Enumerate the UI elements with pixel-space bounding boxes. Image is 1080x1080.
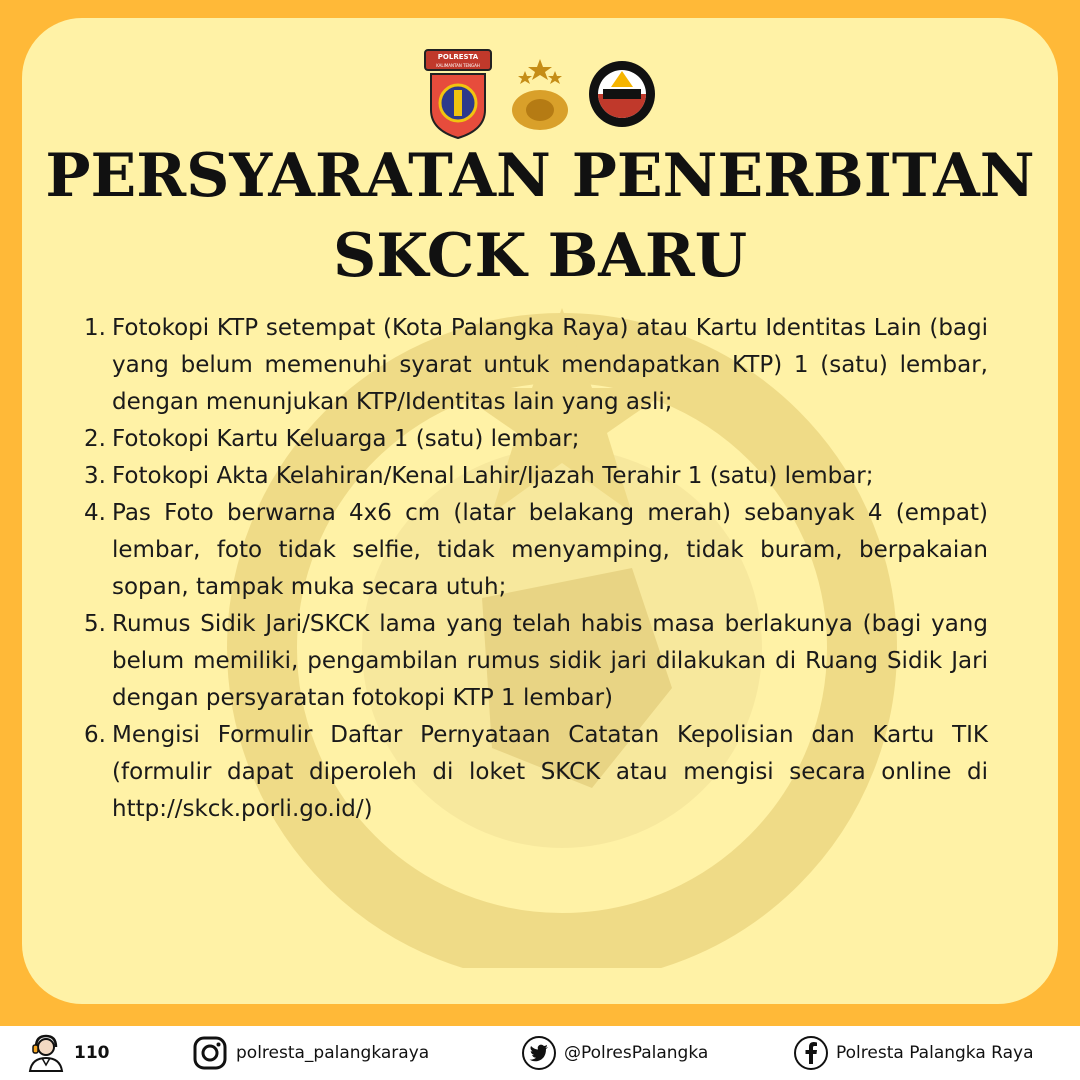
instagram-icon	[192, 1035, 228, 1071]
list-item	[84, 421, 988, 458]
facebook-page: Polresta Palangka Raya	[836, 1043, 1034, 1063]
twitter-icon	[522, 1036, 556, 1070]
item-text: Fotokopi Kartu Keluarga 1 (satu) lembar;	[112, 426, 580, 452]
twitter-link[interactable]	[522, 1034, 708, 1072]
svg-text:KALIMANTAN TENGAH: KALIMANTAN TENGAH	[436, 63, 480, 68]
list-item	[84, 458, 988, 495]
item-text: Rumus Sidik Jari/SKCK lama yang telah habis masa berlakunya (bagi yang belum memiliki, pengambilan rumus sidik jari dilakukan di Ruang Sidik Jari dengan persyaratan fotokopi KTP 1 lembar)	[112, 611, 988, 711]
call-center-agent-icon	[26, 1034, 66, 1072]
polresta-badge-icon	[423, 48, 493, 140]
title-line-2: SKCK BARU	[332, 221, 748, 291]
list-item	[84, 310, 988, 421]
requirements-list	[84, 310, 988, 828]
item-number: 3.	[84, 463, 106, 489]
poster-card	[22, 18, 1058, 1004]
police-emblem-icon	[507, 55, 573, 133]
item-text: Fotokopi KTP setempat (Kota Palangka Raya) atau Kartu Identitas Lain (bagi yang belum memenuhi syarat untuk mendapatkan KTP) 1 (satu) lembar, dengan menunjukan KTP/Identitas lain yang asli;	[112, 315, 988, 415]
item-number: 1.	[84, 315, 106, 341]
item-text: Pas Foto berwarna 4x6 cm (latar belakang merah) sebanyak 4 (empat) lembar, foto tidak selfie, tidak menyamping, tidak buram, berpakaian sopan, tampak muka secara utuh;	[112, 500, 988, 600]
instagram-handle: polresta_palangkaraya	[236, 1043, 430, 1063]
item-text: Fotokopi Akta Kelahiran/Kenal Lahir/Ijazah Terahir 1 (satu) lembar;	[112, 463, 874, 489]
item-number: 5.	[84, 611, 106, 637]
hotline-link[interactable]	[26, 1034, 110, 1072]
facebook-link[interactable]	[794, 1034, 1034, 1072]
facebook-icon	[794, 1036, 828, 1070]
humas-polri-icon	[587, 59, 657, 129]
list-item	[84, 606, 988, 717]
social-footer	[0, 1026, 1080, 1080]
page-title	[22, 136, 1058, 296]
item-number: 4.	[84, 500, 106, 526]
hotline-number: 110	[74, 1043, 110, 1063]
svg-text:POLRESTA: POLRESTA	[437, 53, 479, 61]
list-item	[84, 717, 988, 828]
twitter-handle: @PolresPalangka	[564, 1043, 709, 1063]
instagram-link[interactable]	[192, 1034, 429, 1072]
item-text: Mengisi Formulir Daftar Pernyataan Catatan Kepolisian dan Kartu TIK (formulir dapat diperoleh di loket SKCK atau mengisi secara online di http://skck.porli.go.id/)	[112, 722, 988, 822]
title-line-1: PERSYARATAN PENERBITAN	[45, 141, 1035, 211]
item-number: 6.	[84, 722, 106, 748]
item-number: 2.	[84, 426, 106, 452]
list-item	[84, 495, 988, 606]
header-logos	[22, 48, 1058, 140]
